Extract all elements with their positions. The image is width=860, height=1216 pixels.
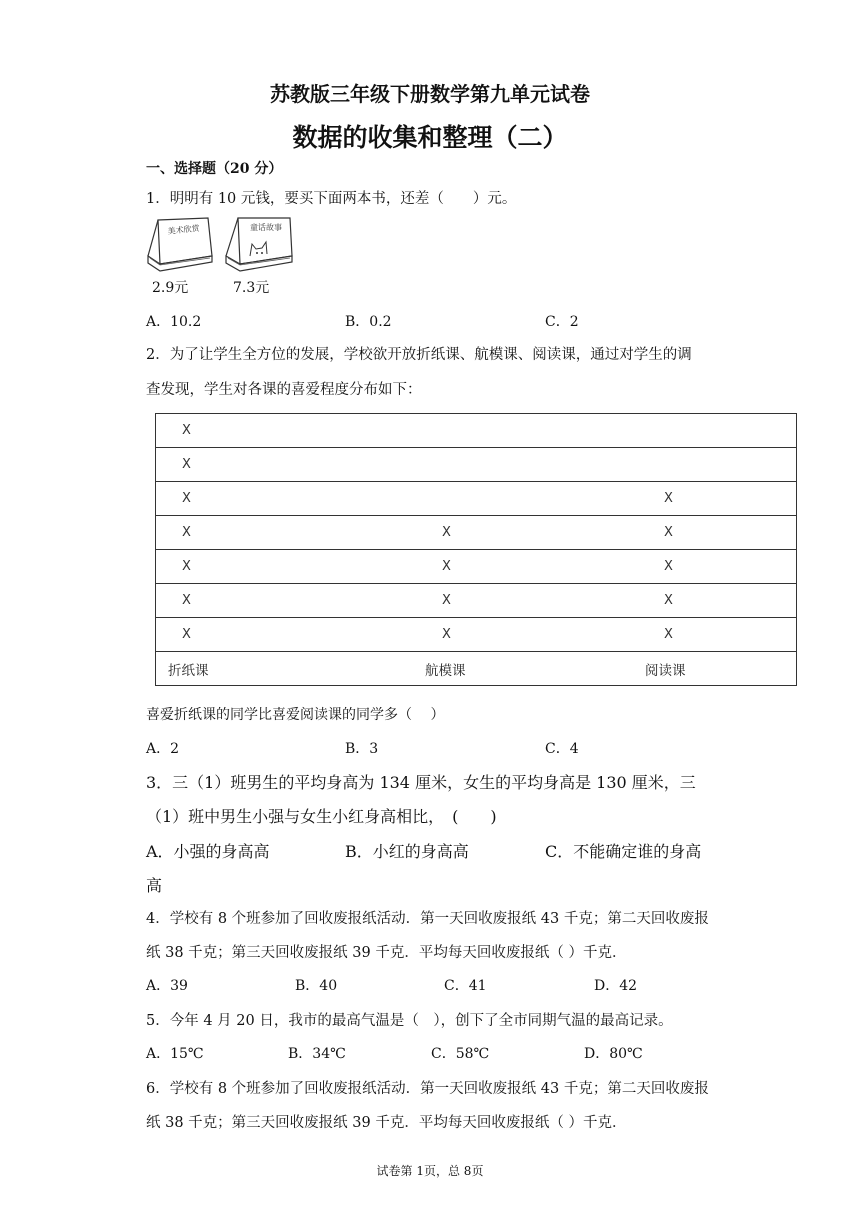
q2-option-b[interactable]: B．3	[345, 741, 379, 757]
tally-mark: X	[637, 550, 797, 584]
q4-option-d[interactable]: D．42	[594, 978, 638, 994]
tally-mark: X	[156, 482, 408, 516]
tally-mark: X	[407, 550, 637, 584]
tally-mark: X	[637, 516, 797, 550]
book-1-title: 美术欣赏	[167, 223, 201, 236]
question-4-text-line1: 4．学校有 8 个班参加了回收废报纸活动．第一天回收废报纸 43 千克；第二天回收废报	[146, 911, 709, 927]
tally-empty-cell	[637, 448, 797, 482]
tally-row	[156, 618, 797, 652]
tally-mark: X	[182, 423, 191, 438]
q5-option-a[interactable]: A．15℃	[146, 1046, 204, 1062]
q5-option-b[interactable]: B．34℃	[288, 1046, 346, 1062]
tally-mark: X	[156, 618, 408, 652]
tally-mark: X	[156, 516, 408, 550]
q5-option-c[interactable]: C．58℃	[431, 1046, 490, 1062]
course-preference-table	[155, 413, 797, 686]
tally-row	[156, 584, 797, 618]
tally-mark: X	[156, 448, 408, 482]
question-2-text-line1: 2．为了让学生全方位的发展，学校欲开放折纸课、航模课、阅读课，通过对学生的调	[146, 347, 692, 363]
tally-mark: X	[156, 584, 408, 618]
exam-subtitle: 数据的收集和整理（二）	[292, 123, 568, 152]
book-fairy-tale-image	[224, 214, 296, 274]
question-5-text: 5．今年 4 月 20 日，我市的最高气温是（ ），创下了全市同期气温的最高记录。	[146, 1013, 673, 1029]
tally-row	[156, 414, 797, 448]
tally-column-label: 航模课	[407, 652, 637, 686]
tally-column-label: 折纸课	[156, 652, 408, 686]
question-3-text-line2: （1）班中男生小强与女生小红身高相比， ( )	[146, 807, 497, 826]
question-2-prompt: 喜爱折纸课的同学比喜爱阅读课的同学多（ ）	[146, 707, 445, 723]
book-2-title: 童话故事	[250, 223, 282, 232]
tally-mark: X	[637, 584, 797, 618]
tally-row	[156, 448, 797, 482]
tally-row	[156, 550, 797, 584]
book-1-price: 2.9元	[152, 280, 189, 296]
q2-option-a[interactable]: A．2	[146, 741, 180, 757]
tally-mark: X	[407, 516, 637, 550]
tally-mark: X	[156, 550, 408, 584]
tally-mark: X	[637, 482, 797, 516]
q1-option-a[interactable]: A．10.2	[146, 314, 202, 330]
tally-empty-cell	[407, 482, 637, 516]
question-3-text-line1: 3．三（1）班男生的平均身高为 134 厘米，女生的平均身高是 130 厘米，三	[146, 773, 696, 792]
q3-option-a[interactable]: A．小强的身高高	[146, 842, 270, 861]
question-1-text: 1．明明有 10 元钱，要买下面两本书，还差（ ）元。	[146, 191, 517, 207]
tally-mark: X	[407, 618, 637, 652]
q4-option-c[interactable]: C．41	[444, 978, 487, 994]
question-6-text-line1: 6．学校有 8 个班参加了回收废报纸活动．第一天回收废报纸 43 千克；第二天回收废报	[146, 1081, 709, 1097]
section-heading: 一、选择题（20 分）	[146, 161, 283, 177]
page-footer: 试卷第 1页，总 8页	[376, 1164, 484, 1178]
q3-option-c[interactable]: C．不能确定谁的身高	[545, 842, 702, 861]
tally-empty-cell	[637, 414, 797, 448]
question-2-text-line2: 查发现，学生对各课的喜爱程度分布如下：	[146, 382, 422, 398]
q5-option-d[interactable]: D．80℃	[584, 1046, 643, 1062]
tally-row	[156, 516, 797, 550]
q2-option-c[interactable]: C．4	[545, 741, 579, 757]
book-art-appreciation-image	[146, 214, 216, 274]
tally-empty-cell	[407, 448, 637, 482]
q4-option-a[interactable]: A．39	[146, 978, 188, 994]
q1-option-b[interactable]: B．0.2	[345, 314, 392, 330]
tally-mark: X	[407, 584, 637, 618]
tally-mark: X	[637, 618, 797, 652]
question-4-text-line2: 纸 38 千克；第三天回收废报纸 39 千克．平均每天回收废报纸（ ）千克．	[146, 945, 627, 961]
tally-column-labels	[156, 652, 797, 686]
question-6-text-line2: 纸 38 千克；第三天回收废报纸 39 千克．平均每天回收废报纸（ ）千克．	[146, 1115, 627, 1131]
tally-empty-cell	[407, 414, 637, 448]
tally-column-label: 阅读课	[637, 652, 797, 686]
q3-option-b[interactable]: B．小红的身高高	[345, 842, 469, 861]
book-2-price: 7.3元	[233, 280, 270, 296]
tally-row	[156, 482, 797, 516]
q4-option-b[interactable]: B．40	[295, 978, 338, 994]
exam-title: 苏教版三年级下册数学第九单元试卷	[270, 82, 590, 106]
q3-option-c-wrap: 高	[146, 876, 163, 895]
q1-option-c[interactable]: C．2	[545, 314, 579, 330]
